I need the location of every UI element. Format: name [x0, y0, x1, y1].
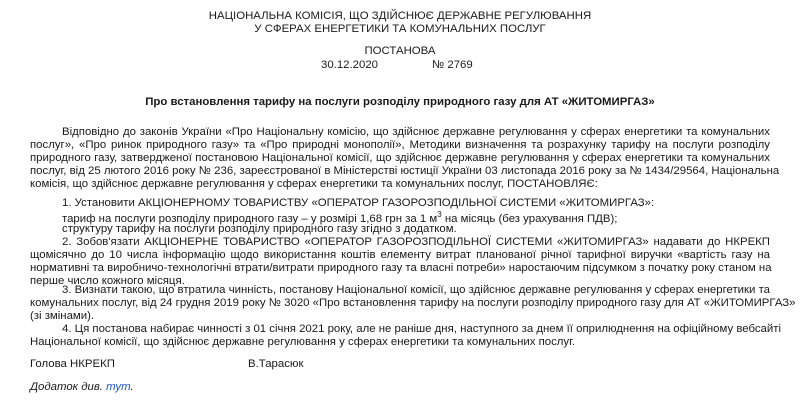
header-line-2: У СФЕРАХ ЕНЕРГЕТИКИ ТА КОМУНАЛЬНИХ ПОСЛУГ [254, 23, 546, 35]
addendum-link[interactable]: тут [106, 381, 131, 393]
document-title: Про встановлення тарифу на послуги розподілу природного газу для АТ «ЖИТОМИРГАЗ» [145, 96, 655, 108]
preamble-line-4: послуг, від 25 лютого 2016 року № 236, зареєстрованої в Міністерстві юстиції України 03 листопада 2016 року за № 1434/29564, Національна [30, 165, 780, 177]
preamble-line-3: природного газу, затвердженої постановою Національної комісії, що здійснює державне регулювання у сферах енергетики та комунальних [30, 152, 770, 164]
addendum-text: Додаток див. [30, 381, 107, 393]
item-2-line-1: 2. Зобов'язати АКЦІОНЕРНЕ ТОВАРИСТВО «ОПЕРАТОР ГАЗОРОЗПОДІЛЬНОЇ СИСТЕМИ «ЖИТОМИРГАЗ» надавати до НКРЕКП [62, 236, 770, 248]
item-3-line-2: комунальних послуг, від 24 грудня 2019 року № 3020 «Про встановлення тарифу на послуги розподілу природного газу для АТ «ЖИТОМИРГАЗ» [30, 297, 796, 309]
header-line-1: НАЦІОНАЛЬНА КОМІСІЯ, ЩО ЗДІЙСНЮЄ ДЕРЖАВНЕ РЕГУЛЮВАННЯ [208, 10, 592, 22]
item-4-line-2: Національної комісії, що здійснює державне регулювання у сферах енергетики та комунальних послуг. [30, 336, 576, 348]
item-3-line-3: (зі змінами). [30, 310, 95, 322]
item-1-heading: 1. Установити АКЦІОНЕРНОМУ ТОВАРИСТВУ «ОПЕРАТОР ГАЗОРОЗПОДІЛЬНОЇ СИСТЕМИ «ЖИТОМИРГАЗ»: [62, 197, 655, 209]
document-date: 30.12.2020 [321, 59, 379, 71]
tariff-suffix: на місяць (без урахування ПДВ); [441, 212, 618, 225]
item-2-line-3: нормативні та виробничо-технологічні втрати/витрати природного газу та власні потреби» наростаючим підсумком з початку року станом на [30, 262, 772, 274]
item-2-line-2: щомісячно до 10 числа інформацію щодо використання коштів елементу витрат планованої річної тарифної виручки «вартість газу на [30, 249, 770, 261]
signature-name: В.Тарасюк [248, 358, 304, 370]
document-type: ПОСТАНОВА [364, 45, 436, 57]
addendum-note [30, 381, 134, 393]
tariff-text: тариф на послуги розподілу природного газу – у розмірі 1,68 грн за 1 м [62, 212, 438, 225]
item-3-line-1: 3. Визнати такою, що втратила чинність, постанову Національної комісії, що здійснює державне регулювання у сферах енергетики та [62, 284, 770, 296]
preamble-line-1: Відповідно до законів України «Про Національну комісію, що здійснює державне регулювання у сферах енергетики та комунальних [62, 126, 770, 138]
item-2-line-4: перше число кожного місяця. [30, 275, 185, 287]
addendum-period: . [130, 381, 134, 393]
signature-role: Голова НКРЕКП [30, 358, 115, 370]
preamble-line-5: комісія, що здійснює державне регулювання у сферах енергетики та комунальних послуг, ПОСТАНОВЛЯЄ: [30, 178, 598, 190]
tariff-superscript: 3 [437, 210, 442, 219]
item-4-line-1: 4. Ця постанова набирає чинності з 01 січня 2021 року, але не раніше дня, наступного за днем її оприлюднення на офіційному вебсайті [62, 323, 782, 335]
document-number: № 2769 [432, 59, 473, 71]
item-1-structure: структуру тарифу на послуги розподілу природного газу згідно з додатком. [62, 223, 457, 235]
preamble-line-2: послуг», «Про ринок природного газу» та «Про природні монополії», Методики визначення та розрахунку тарифу на послуги розподілу [30, 139, 770, 151]
